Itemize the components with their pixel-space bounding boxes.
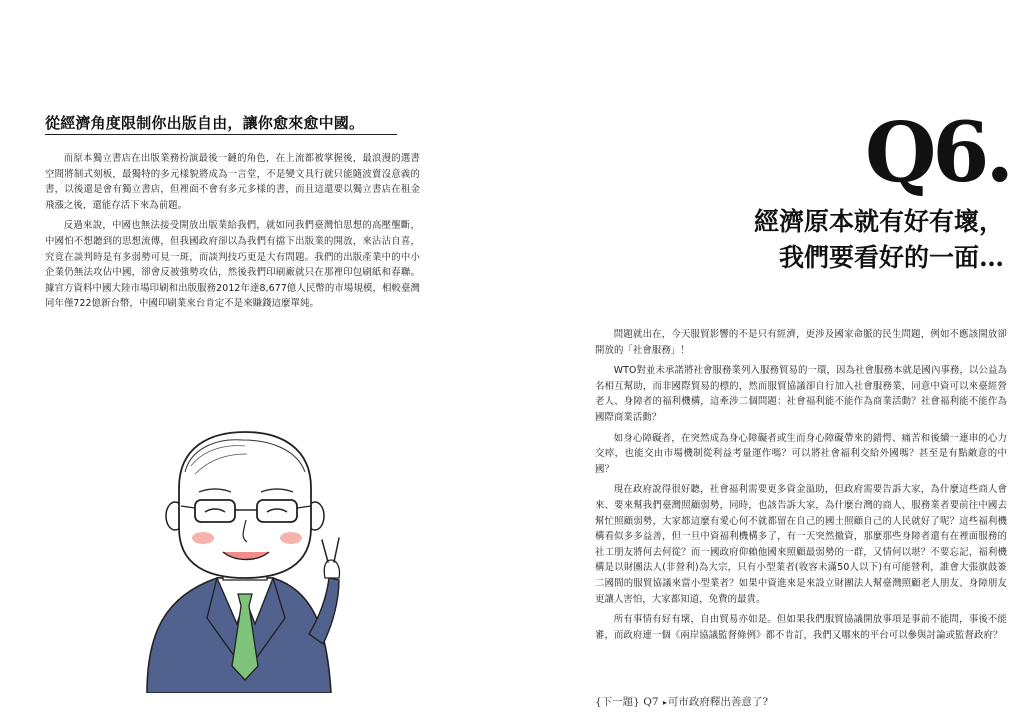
question-title-line: 我們要看好的一面… — [778, 243, 1004, 272]
arrow-right-icon: ▸ — [662, 698, 667, 707]
paragraph: 現在政府說得很好聽，社會福利需要更多資金溢助，但政府需要告訴大家，為什麼這些商人會來、要來幫我們臺灣照顧弱勢，同時，也該告訴大家，為什麼台灣的商人、服務業者要前往中國去幫忙照顧弱勢，大家都這麼有愛心何不就都留在自己的國土照顧自己的人民就好了呢？這些福利機構看似多多益善，但一旦中資福利機構多了，有一天突然撤資，那麼那些身障者還有在裡面服務的社工朋友將何去何從？而一國政府仰賴他國來照顧最弱勢的一群，又情何以堪？不要忘記，福利機構是以財團法人(非營利)為大宗，只有小型業者(收容未滿50人以下)有可能營利，誰會大張旗鼓簽二國間的服貿協議來當小型業者？如果中資進來是來設立財團法人幫臺灣照顧老人朋友、身障朋友更讓人害怕，大家都知道，免費的最貴。 — [595, 484, 1007, 605]
question-title-line: 經濟原本就有好有壞， — [753, 207, 1004, 236]
right-page — [512, 0, 1024, 724]
paragraph: WTO對並未承諾將社會服務業列入服務貿易的一環，因為社會服務本就是國內事務，以公益為名相互幫助，而非國際貿易的標的，然而服貿協議卻自行加入社會服務業，同意中資可以來臺經營老人、身障者的福利機構，這牽涉二個問題：社會福利能不能作為商業活動？社會福利能不能作為國際商業活動？ — [595, 365, 1007, 423]
next-label: {下一題} — [595, 696, 640, 708]
paragraph: 問題就出在，今天服貿影響的不是只有經濟，更涉及國家命脈的民生問題，例如不應該開放卻開放的「社會服務」！ — [595, 329, 1007, 356]
next-question-link[interactable] — [595, 694, 768, 709]
next-question-title: 可市政府釋出善意了? — [667, 696, 769, 708]
left-article-body — [45, 151, 420, 317]
next-question-number: Q7 — [643, 696, 659, 708]
paragraph: 如身心障礙者，在突然成為身心障礙者或生而身心障礙帶來的錯愕、痛苦和後續一連串的心力交瘁，也能交由市場機制從利益考量運作嗎？可以將社會福利交給外國嗎？甚至是有點敵意的中國？ — [595, 432, 1007, 475]
right-article-body — [595, 327, 1007, 648]
question-title — [754, 204, 1004, 276]
paragraph: 所有事情有好有壞，自由貿易亦如是。但如果我們服貿協議開放事項是事前不能問，事後不能審，而政府連一個《兩岸協議監督條例》都不肯訂，我們又哪來的平台可以參與討論或監督政府？ — [595, 614, 1007, 641]
heading-underline — [45, 134, 397, 135]
section-heading: 從經濟角度限制你出版自由，讓你愈來愈中國。 — [45, 114, 365, 132]
politician-cartoon-illustration — [125, 428, 360, 693]
paragraph: 反過來說，中國也無法接受開放出版業給我們，就如同我們臺灣怕思想的高壓壟斷，中國怕不想聽到的思想流傳，但我國政府卻以為我們有擋下出版業的開放，來沾沾自喜，究竟在談判時是有多弱勢可見一斑，而談判技巧更是大有問題。我們的出版產業中的中小企業仍無法攻佔中國，卻會反被強勢攻佔，然後我們印刷廠就只在那裡印包刷紙和春聯。據官方資料中國大陸市場印刷和出版服務2012年達8,677億人民幣的市場規模，相較臺灣同年僅722億新台幣，中國印刷業來台肯定不是來賺錢這麼單純。 — [45, 220, 420, 310]
paragraph: 而原本獨立書店在出版業務扮演最後一鏈的角色，在上流都被掌握後，最浪漫的選書空間將制式刻板，最獨特的多元樣貌將成為一言堂，不是變文具行就只能隨波賣沒意義的書，以後還是會有獨立書店，但裡面不會有多元多樣的書，而且這還要以獨立書店在租金飛漲之後，還能存活下來為前題。 — [45, 153, 420, 211]
question-number: Q6. — [864, 105, 1010, 201]
